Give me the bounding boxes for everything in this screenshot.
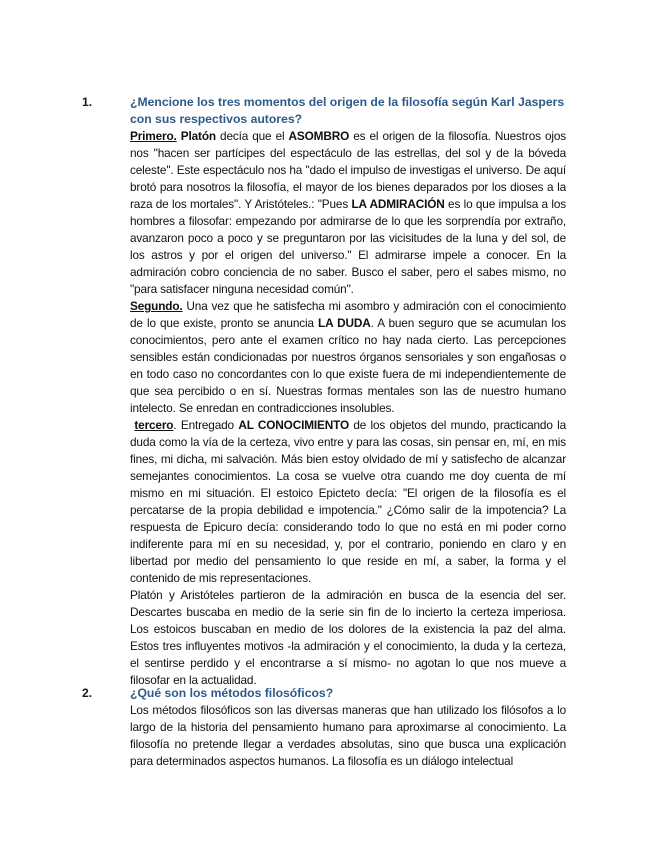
item-number: 2.: [82, 686, 93, 700]
paragraph-metodos: Los métodos filosóficos son las diversas maneras que han utilizado los filósofos a lo largo de la historia del pensamiento humano para aproximarse al conocimiento. La filosofía no pretende llegar a verdades absolutas, sino que busca una explicación para determinados aspectos humanos. La filosofía es un diálogo intelectual: [130, 703, 566, 768]
paragraph-conclusion: Platón y Aristóteles partieron de la admiración en busca de la esencia del ser. Descartes buscaba en medio de la serie sin fin de lo incierto la certeza imperiosa. Los estoicos buscaban en medio de los dolores de la existencia la paz del alma. Estos tres influyentes motivos -la admiración y el conocimiento, la duda y la certeza, el sentirse perdido y el encontrarse a sí mismo- no agotan lo que nos mueve a filosofar en la actualidad.: [130, 588, 566, 687]
paragraph-tercero: tercero. Entregado AL CONOCIMIENTO de los objetos del mundo, practicando la duda como la vía de la certeza, vivo entre y para las cosas, sin pensar en, mí, en mis fines, mi dicha, mi salvación. Más bien estoy olvidado de mí y satisfecho de alcanzar semejantes conocimientos. La cosa se vuelve otra cuando me doy cuenta de mí mismo en mi situación. El estoico Epicteto decía: "El origen de la filosofía es el percatarse de la propia debilidad e impotencia." ¿Cómo salir de la impotencia? La respuesta de Epicuro decía: considerando todo lo que no está en mi poder corno indiferente para mí en su necesidad, y, por el contrario, poniendo en claro y en libertad por medio del pensamiento lo que reside en mí, a saber, la forma y el contenido de mis representaciones.: [130, 418, 567, 585]
bold-admiracion: LA ADMIRACIÓN: [351, 197, 445, 211]
label-segundo: Segundo.: [130, 299, 183, 313]
list-item-2: [82, 685, 566, 770]
label-tercero: tercero: [134, 418, 174, 432]
question-heading: ¿Qué son los métodos filosóficos?: [130, 686, 334, 700]
paragraph-segundo: Segundo. Una vez que he satisfecha mi asombro y admiración con el conocimiento de lo que existe, pronto se anuncia LA DUDA. A buen seguro que se acumulan los conocimientos, pero ante el examen crítico no hay nada cierto. Las percepciones sensibles están condicionadas por nuestros órganos sensoriales y son engañosas o en todo caso no concordantes con lo que existe fuera de mi independientemente de que sea percibido o en sí. Nuestras formas mentales son las de nuestro humano intelecto. Se enredan en contradicciones insolubles.: [130, 299, 567, 415]
bold-la-duda: LA DUDA: [318, 316, 371, 330]
label-primero: Primero.: [130, 129, 177, 143]
bold-al-conocimiento: AL CONOCIMIENTO: [238, 418, 349, 432]
item-number: 1.: [82, 95, 93, 109]
bold-asombro: ASOMBRO: [288, 129, 350, 143]
list-item-1: [82, 94, 567, 689]
question-heading: ¿Mencione los tres momentos del origen de la filosofía según Karl Jaspers con sus respectivos autores?: [130, 95, 565, 126]
paragraph-primero: Primero. Platón decía que el ASOMBRO es el origen de la filosofía. Nuestros ojos nos "hacen ser partícipes del espectáculo de las estrellas, del sol y de la bóveda celeste". Este espectáculo nos ha "dado el impulso de investigas el universo. De aquí brotó para nosotros la filosofía, el mayor de los bienes deparados por los dioses a la raza de los mortales". Y Aristóteles.: "Pues LA ADMIRACIÓN es lo que impulsa a los hombres a filosofar: empezando por admirarse de lo que les sorprendía por extraño, avanzaron poco a poco y se preguntaron por las vicisitudes de la luna y del sol, de los astros y por el origen del universo." El admirarse impele a conocer. En la admiración cobro conciencia de no saber. Busco el saber, pero el sabes mismo, no "para satisfacer ninguna necesidad común".: [130, 129, 566, 296]
bold-platon: Platón: [180, 129, 216, 143]
